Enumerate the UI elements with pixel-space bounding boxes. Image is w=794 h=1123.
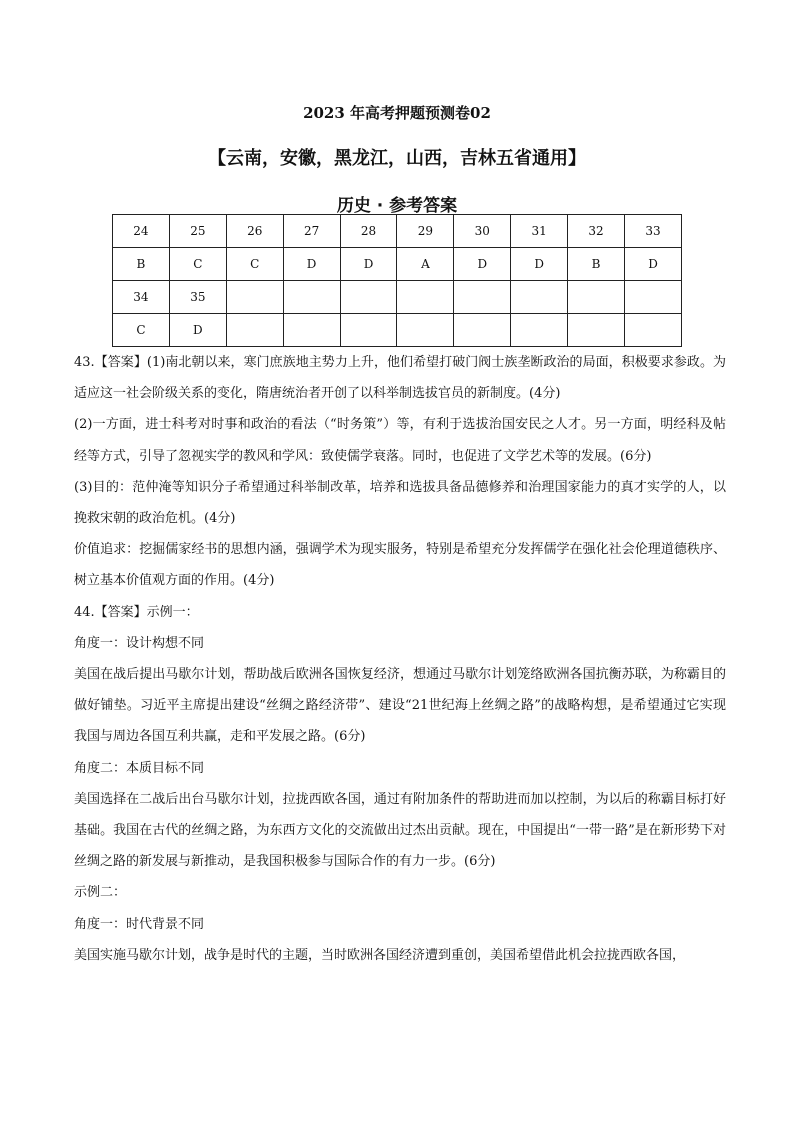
table-cell: 33 (625, 215, 682, 248)
table-cell (397, 281, 454, 314)
table-cell (511, 314, 568, 347)
table-cell: B (113, 248, 170, 281)
paragraph: 43.【答案】(1)南北朝以来，寒门庶族地主势力上升，他们希望打破门阀士族垄断政治的局面，积极要求参政。为适应这一社会阶级关系的变化，隋唐统治者开创了以科举制选拔官员的新制度。(4分) (74, 355, 726, 402)
table-cell: B (568, 248, 625, 281)
paragraph: 角度一：设计构想不同 (74, 635, 205, 651)
exam-subtitle: 【云南，安徽，黑龙江，山西，吉林五省通用】 (208, 148, 586, 169)
table-row (113, 281, 682, 314)
exam-title: 2023 年高考押题预测卷02 (303, 104, 491, 122)
table-row (113, 248, 682, 281)
table-cell: 29 (397, 215, 454, 248)
table-cell: 25 (169, 215, 226, 248)
table-cell (340, 281, 397, 314)
table-cell: 24 (113, 215, 170, 248)
table-row (113, 215, 682, 248)
table-cell: C (113, 314, 170, 347)
paragraph: 美国选择在二战后出台马歇尔计划，拉拢西欧各国，通过有附加条件的帮助进而加以控制，为以后的称霸目标打好基础。我国在古代的丝绸之路，为东西方文化的交流做出过杰出贡献。现在，中国提出“一带一路”是在新形势下对丝绸之路的新发展与新推动，是我国积极参与国际合作的有力一步。(6分) (74, 791, 726, 870)
table-cell: 31 (511, 215, 568, 248)
table-cell (283, 314, 340, 347)
table-cell (226, 281, 283, 314)
table-row (113, 314, 682, 347)
table-cell (454, 281, 511, 314)
table-cell: D (283, 248, 340, 281)
paragraph: 价值追求：挖掘儒家经书的思想内涵，强调学术为现实服务，特别是希望充分发挥儒学在强化社会伦理道德秩序、树立基本价值观方面的作用。(4分) (74, 542, 726, 589)
table-cell (283, 281, 340, 314)
table-cell: 26 (226, 215, 283, 248)
paragraph: 44.【答案】示例一： (74, 604, 199, 620)
answer-body (74, 347, 726, 971)
table-cell: 32 (568, 215, 625, 248)
table-cell: D (511, 248, 568, 281)
section-title: 历史 · 参考答案 (336, 196, 458, 216)
table-cell: C (169, 248, 226, 281)
paragraph: 角度二：本质目标不同 (74, 760, 205, 776)
table-cell: D (340, 248, 397, 281)
table-cell (397, 314, 454, 347)
table-cell: D (625, 248, 682, 281)
table-cell: D (169, 314, 226, 347)
table-cell: 28 (340, 215, 397, 248)
table-cell: A (397, 248, 454, 281)
paragraph: 美国实施马歇尔计划，战争是时代的主题，当时欧洲各国经济遭到重创，美国希望借此机会拉拢西欧各国， (74, 947, 686, 963)
paragraph: (3)目的：范仲淹等知识分子希望通过科举制改革，培养和选拔具备品德修养和治理国家能力的真才实学的人，以挽救宋朝的政治危机。(4分) (74, 479, 726, 527)
table-cell (568, 281, 625, 314)
table-cell (625, 314, 682, 347)
table-cell (340, 314, 397, 347)
table-cell (625, 281, 682, 314)
table-cell: 35 (169, 281, 226, 314)
paragraph: 示例二： (74, 885, 127, 901)
table-cell: C (226, 248, 283, 281)
table-cell (568, 314, 625, 347)
table-cell (454, 314, 511, 347)
table-cell: 34 (113, 281, 170, 314)
paragraph: (2)一方面，进士科考对时事和政治的看法（“时务策”）等，有利于选拔治国安民之人才。另一方面，明经科及帖经等方式，引导了忽视实学的教风和学风：致使儒学衰落。同时，也促进了文学艺术等的发展。(6分) (74, 417, 726, 464)
paragraph: 美国在战后提出马歇尔计划，帮助战后欧洲各国恢复经济，想通过马歇尔计划笼络欧洲各国抗衡苏联，为称霸目的做好铺垫。习近平主席提出建设“丝绸之路经济带”、建设“21世纪海上丝绸之路”的战略构想，是希望通过它实现我国与周边各国互利共赢，走和平发展之路。(6分) (74, 667, 726, 745)
paragraph: 角度一：时代背景不同 (74, 916, 205, 932)
table-cell (226, 314, 283, 347)
answer-table (112, 214, 682, 347)
table-cell: 27 (283, 215, 340, 248)
table-cell (511, 281, 568, 314)
table-cell: 30 (454, 215, 511, 248)
table-cell: D (454, 248, 511, 281)
